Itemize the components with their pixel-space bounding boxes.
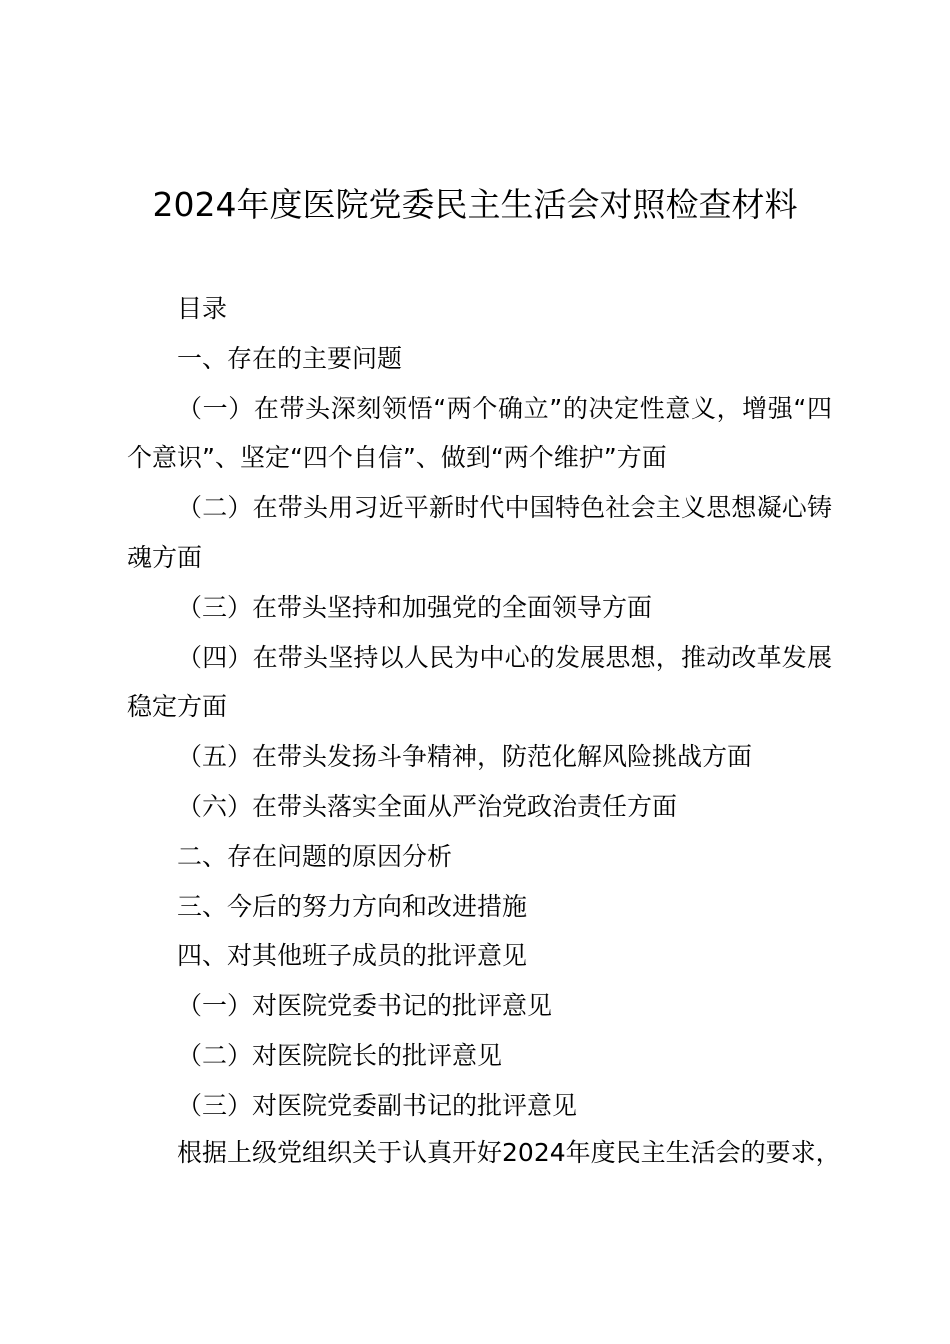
table-of-contents: [127, 284, 832, 1131]
toc-item-3: 三、今后的努力方向和改进措施: [177, 891, 528, 921]
toc-item-1-3: （三）在带头坚持和加强党的全面领导方面: [177, 592, 653, 622]
document-title: 2024年度医院党委民主生活会对照检查材料: [152, 185, 798, 224]
toc-item-1-6: （六）在带头落实全面从严治党政治责任方面: [177, 791, 678, 821]
toc-item-1-2: （二）在带头用习近平新时代中国特色社会主义思想凝心铸魂方面: [127, 493, 832, 572]
toc-item-1-5: （五）在带头发扬斗争精神，防范化解风险挑战方面: [177, 742, 753, 772]
toc-item-2: 二、存在问题的原因分析: [177, 841, 453, 871]
toc-heading: 目录: [177, 294, 228, 323]
toc-item-4-1: （一）对医院党委书记的批评意见: [177, 991, 553, 1021]
toc-item-1: 一、存在的主要问题: [177, 343, 403, 373]
toc-item-4: 四、对其他班子成员的批评意见: [177, 941, 528, 971]
body-paragraph: 根据上级党组织关于认真开好2024年度民主生活会的要求，: [177, 1138, 841, 1167]
toc-item-4-3: （三）对医院党委副书记的批评意见: [177, 1090, 578, 1120]
toc-item-1-4: （四）在带头坚持以人民为中心的发展思想，推动改革发展稳定方面: [127, 642, 832, 722]
toc-item-4-2: （二）对医院院长的批评意见: [177, 1040, 503, 1070]
toc-item-1-1: （一）在带头深刻领悟“两个确立”的决定性意义，增强“四个意识”、坚定“四个自信”、做到“两个维护”方面: [127, 393, 832, 473]
